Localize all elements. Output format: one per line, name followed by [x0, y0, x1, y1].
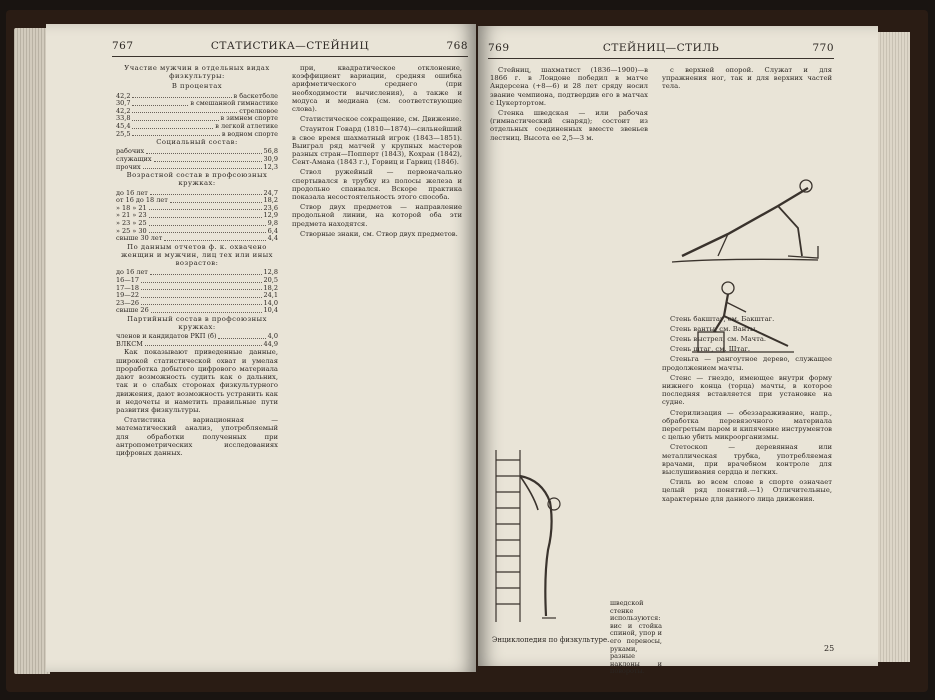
stat-table: до 16 лет 12,8 16—17 20,5 17—18 18,2 19—22 24,1 23—26 14,0 свыше 26 10,4: [116, 268, 278, 315]
paragraph: Стень выстрел, см. Мачта.: [670, 335, 767, 344]
paragraph: с верхней опорой. Служат и для упражнения ног, так и для верхних частей тела.: [662, 66, 832, 91]
paragraph: Створные знаки, см. Створ двух предметов.: [300, 229, 458, 238]
paragraph: Стетоскоп — деревянная или металлическая трубка, употребляемая врачами, при врачебном контроле для выслушивания сердца и легких.: [662, 443, 832, 477]
paragraph: Стенс — гнездо, имеющее внутри форму нижнего конца (торца) мачты, в которое последняя вставляется при установке на судне.: [662, 373, 832, 407]
stat-table: 42,2 в баскетболе 30,7 в смешанной гимнастике 42,2 стрелковое 33,8 в зимнем спорте 45,4 в легкой атлетике 25,5 в водном спорте: [116, 91, 278, 138]
running-title: СТАТИСТИКА—СТЕЙНИЦ: [210, 40, 370, 52]
paragraph: Стенка шведская — или рабочая (гимнастический снаряд); состоит из отдельных соединенных вместе звеньев лестниц. Высота ее 2,5—3 м.: [490, 109, 648, 142]
paragraph: Ствол ружейный — первоначально спертывался в трубку из полосы железа и продольно спаивался. Вскоре практика показала несостоятельность этого способа.: [292, 168, 462, 202]
page-edges-right: [874, 32, 910, 662]
paragraph: Стаунтон Говард (1810—1874)—сильнейший в свое время шахматный игрок (1843—1851). Выиграл ряд матчей у крупных мастеров разных стран—Попперт (1843), Кохран (1842), Сент-Амана (1843 г.), Горвиц и Гарвиц (1846).: [292, 125, 462, 167]
paragraph: Партийный состав в профсоюзных кружках:: [127, 314, 267, 332]
paragraph: Статистическое сокращение, см. Движение.: [300, 115, 462, 124]
left-page: [46, 24, 476, 672]
stat-table: рабочих 56,8 служащих 30,9 прочих 12,3: [116, 147, 278, 171]
stat-table: членов и кандидатов РКП (б) 4,0 ВЛКСМ 44,9: [116, 332, 278, 348]
page-number: 768: [446, 40, 468, 52]
running-title: СТЕЙНИЦ—СТИЛЬ: [602, 42, 720, 54]
right-page-header: [488, 40, 834, 59]
right-column-2: [662, 66, 835, 656]
right-page: [478, 26, 878, 676]
signature-number: 25: [824, 644, 835, 653]
paragraph: Возрастной состав в профсоюзных кружках:: [126, 171, 268, 188]
paragraph: Стиль во всем слове в спорте означает целый ряд понятий.—1) Отличительные, характерные для данного лица движения.: [662, 478, 832, 503]
page-number: 767: [112, 40, 134, 52]
page-edges-left: [14, 28, 50, 674]
left-column-1: [116, 64, 278, 662]
paragraph: Участие мужчин в отдельных видах физкультуры:: [124, 64, 270, 81]
paragraph: Стеньга — рангоутное дерево, служащее продолжением мачты.: [662, 355, 832, 372]
left-page-header: [112, 38, 468, 57]
paragraph: Стерилизация — обеззараживание, напр., обработка перевязочного материала перегретым паром и кипячение инструментов с целью убить микроорганизмы.: [662, 408, 832, 442]
paragraph: Стень бакштаг, см. Бакштаг.: [670, 314, 775, 323]
paragraph: Створ двух предметов — направление продольной линии, на которой оба эти предмета находятся.: [292, 203, 462, 228]
paragraph: Как показывают приведенные данные, широкой статистической охват и умелая проработка добытого цифрового материала дают возможность судить как о дальних, так и о слабых сторонах физкультурного движения, дают возможность устранить как и недочеты и наметить правильные пути развития физкультуры.: [116, 348, 278, 414]
left-column-2: [292, 64, 462, 662]
paragraph: при, квадратическое отклонение, коэффициент вариации, средняя ошибка арифметического среднего (при необходимости вычисления), а также и модуса и медиана (см. соответствующие слова).: [292, 64, 462, 114]
paragraph: По данным отчетов ф. к. охвачено женщин и мужчин, лиц тех или иных возрастов:: [121, 242, 273, 268]
paragraph: Стейниц, шахматист (1836—1900)—в 1866 г. в Лондоне победил в матче Андерсена (+8—6) и 28 лет сряду носил звание чемпиона, подтвердив его в матчах с Цукертортом.: [490, 66, 648, 107]
swedish-wall-figure: [482, 446, 602, 626]
paragraph: Стень штаг, см. Штаг.: [670, 345, 751, 354]
paragraph: Социальный состав:: [156, 138, 238, 147]
page-number: 770: [812, 42, 834, 54]
stat-table: до 16 лет 24,7 от 16 до 18 лет 18,2 » 18 » 21 23,6 » 21 » 23 12,9 » 23 » 25 9,8 » 25 » 30 6,4 свыше 30 лет 4,4: [116, 188, 278, 243]
page-number: 769: [488, 42, 510, 54]
figure-caption: шведской стенке используются: вис и стойка спиной, упор и его переносы, руками, разные наклоны и повороты.: [610, 599, 662, 676]
page-footer: Энциклопедия по физкультуре.: [492, 636, 610, 644]
paragraph: В процентах: [171, 82, 223, 91]
paragraph: Стень ванты, см. Ванты.: [670, 324, 758, 333]
paragraph: Статистика вариационная — математический анализ, употребляемый для обработки полученных при антропометрических исследованиях цифровых данных.: [116, 416, 278, 457]
